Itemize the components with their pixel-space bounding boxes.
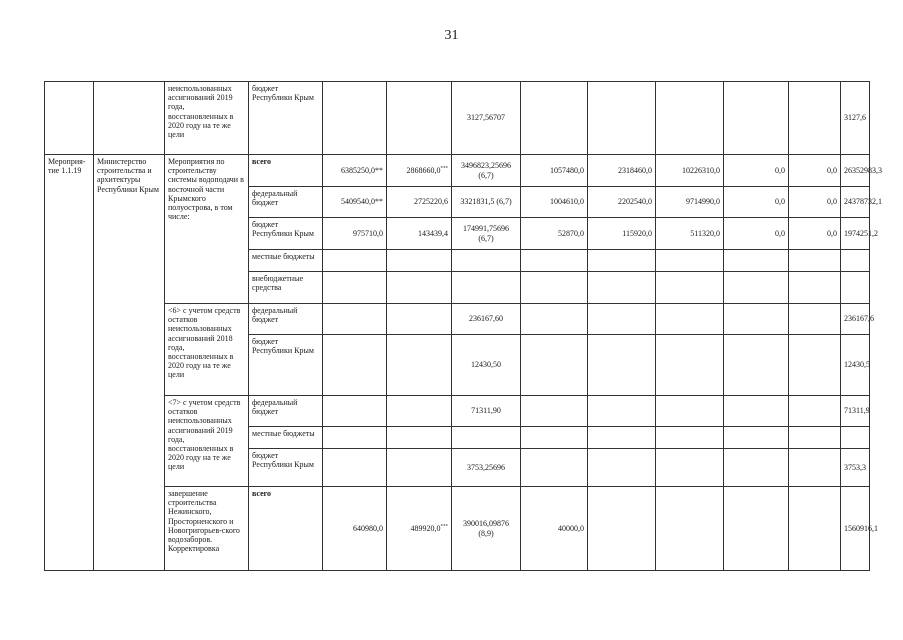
- value-cell: 2868660,0***: [387, 155, 452, 187]
- total-cell: 1560916,1: [841, 487, 870, 571]
- value-cell: 52870,0: [521, 218, 588, 250]
- value-cell: 3127,56707: [452, 82, 521, 155]
- source-cell: внебюджетные средства: [249, 272, 323, 304]
- value-cell: 0,0: [724, 187, 789, 218]
- source-cell: всего: [249, 155, 323, 187]
- total-cell: 3753,3: [841, 449, 870, 487]
- value-cell: 3753,25696: [452, 449, 521, 487]
- value-cell: 5409540,0**: [323, 187, 387, 218]
- value-cell: 0,0: [789, 187, 841, 218]
- page-number: 31: [444, 28, 459, 43]
- value-cell: 640980,0: [323, 487, 387, 571]
- total-cell: 71311,9: [841, 396, 870, 427]
- value-cell: 0,0: [789, 155, 841, 187]
- value-cell: 390016,09876 (8,9): [452, 487, 521, 571]
- budget-table: [44, 81, 882, 571]
- description-cell: <6> с учетом средств остатков неиспользованных ассигнований 2018 года, восстановленных в 2020 году на те же цели: [165, 304, 249, 396]
- source-cell: федеральный бюджет: [249, 187, 323, 218]
- source-cell: федеральный бюджет: [249, 304, 323, 335]
- value-cell: 975710,0: [323, 218, 387, 250]
- value-cell: 12430,50: [452, 335, 521, 396]
- value-cell: 236167,60: [452, 304, 521, 335]
- source-cell: бюджет Республики Крым: [249, 82, 323, 155]
- value-cell: 0,0: [789, 218, 841, 250]
- source-cell: бюджет Республики Крым: [249, 449, 323, 487]
- total-cell: 24378732,1: [841, 187, 870, 218]
- value-cell: 2202540,0: [588, 187, 656, 218]
- value-cell: 3321831,5 (6,7): [452, 187, 521, 218]
- description-cell: неиспользованных ассигнований 2019 года, восстановленных в 2020 году на те же цели: [165, 82, 249, 155]
- source-cell: местные бюджеты: [249, 427, 323, 449]
- description-cell: <7> с учетом средств остатков неиспользованных ассигнований 2019 года, восстановленных в 2020 году на те же цели: [165, 396, 249, 487]
- value-cell: 511320,0: [656, 218, 724, 250]
- table-row: [45, 82, 870, 155]
- source-cell: бюджет Республики Крым: [249, 335, 323, 396]
- event-id-cell: Мероприя-тие 1.1.19: [45, 155, 94, 571]
- table-row: [45, 304, 870, 335]
- value-cell: 2318460,0: [588, 155, 656, 187]
- total-cell: 1974251,2: [841, 218, 870, 250]
- value-cell: 489920,0***: [387, 487, 452, 571]
- value-cell: 71311,90: [452, 396, 521, 427]
- value-cell: 9714990,0: [656, 187, 724, 218]
- value-cell: 0,0: [724, 155, 789, 187]
- total-cell: 12430,5: [841, 335, 870, 396]
- value-cell: 1057480,0: [521, 155, 588, 187]
- value-cell: 115920,0: [588, 218, 656, 250]
- total-cell: 236167,6: [841, 304, 870, 335]
- value-cell: 10226310,0: [656, 155, 724, 187]
- value-cell: 6385250,0**: [323, 155, 387, 187]
- value-cell: 40000,0: [521, 487, 588, 571]
- description-cell: завершение строительства Нежинского, Просторненского и Новогригорьев-ского водозаборов. Корректировка: [165, 487, 249, 571]
- source-cell: местные бюджеты: [249, 250, 323, 272]
- value-cell: 143439,4: [387, 218, 452, 250]
- total-cell: 26352983,3: [841, 155, 870, 187]
- value-cell: 3496823,25696 (6,7): [452, 155, 521, 187]
- value-cell: 2725220,6: [387, 187, 452, 218]
- ministry-cell: Министерство строительства и архитектуры Республики Крым: [94, 155, 165, 571]
- total-cell: 3127,6: [841, 82, 870, 155]
- value-cell: 1004610,0: [521, 187, 588, 218]
- value-cell: 174991,75696 (6,7): [452, 218, 521, 250]
- source-cell: всего: [249, 487, 323, 571]
- source-cell: бюджет Республики Крым: [249, 218, 323, 250]
- table-row: [45, 396, 870, 427]
- description-cell: Мероприятия по строительству системы водоподачи в восточной части Крымского полуострова, в том числе:: [165, 155, 249, 304]
- value-cell: 0,0: [724, 218, 789, 250]
- table-row: [45, 487, 870, 571]
- table-row: [45, 155, 870, 187]
- source-cell: федеральный бюджет: [249, 396, 323, 427]
